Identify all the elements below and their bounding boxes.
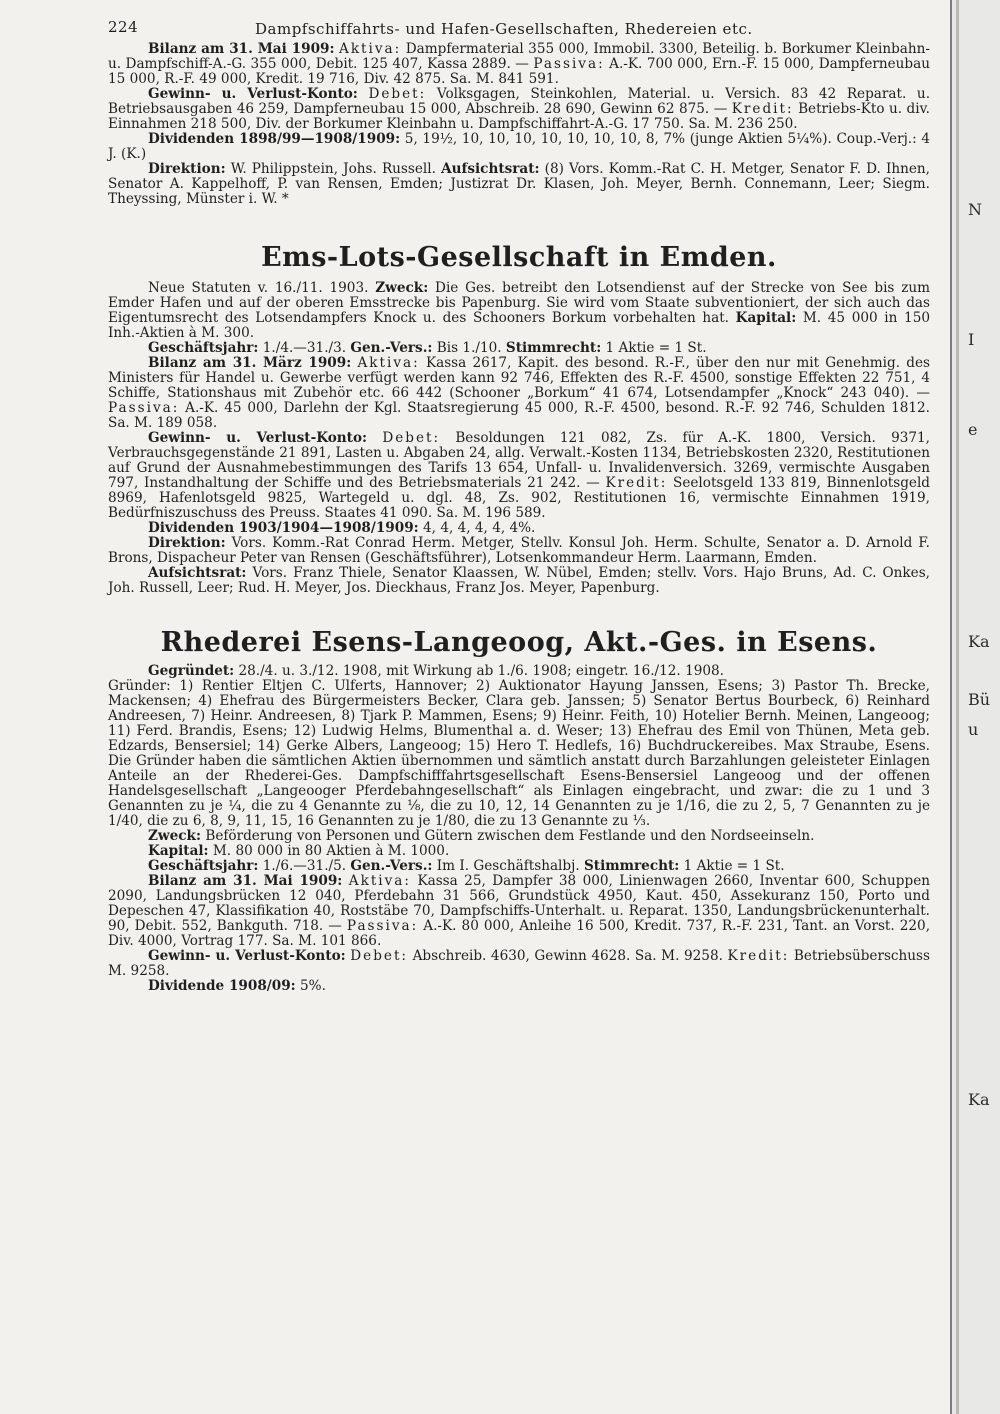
label: Bilanz am 31. März 1909:: [148, 355, 352, 371]
label: Passiva:: [108, 400, 180, 416]
text: Beförderung von Personen und Gütern zwischen dem Festlande und den Nordseeinseln.: [205, 828, 815, 844]
edge-text: N: [968, 200, 982, 219]
label: Gewinn- u. Verlust-Konto:: [148, 86, 358, 102]
edge-text: Ka: [968, 632, 990, 651]
top-bilanz: [108, 42, 930, 87]
label: Aktiva:: [357, 355, 420, 371]
ems-direktion: [108, 536, 930, 566]
label: Stimmrecht:: [505, 340, 602, 356]
text: Die Ges. betreibt den Lotsendienst auf der Strecke von See bis zum Emder Hafen und auf der oberen Emsstrecke bis Papenburg. Sie wird vom Staate subventioniert, der sich auch das Eigentumsrecht des Lotsendampfers Knock u. des Schooners Borkum vorbehalten hat.: [108, 280, 931, 326]
top-guv: [108, 87, 930, 132]
label: Gegründet:: [148, 663, 235, 679]
text: Seelotsgeld 133 819, Binnenlotsgeld 8969, Hafenlotsgeld 9825, Wartegeld u. dgl. 48, Zs. 902, Restitutionen 16, vermischte Einnahmen 1919, Bedürfniszuschuss des Preuss. Staates 41 090. Sa. M. 196 589.: [108, 475, 930, 521]
esens-gegruendet: [108, 664, 930, 679]
esens-kapital: [108, 844, 930, 859]
label: Gewinn- u. Verlust-Konto:: [148, 948, 346, 964]
text: Kassa 25, Dampfer 38 000, Linienwagen 2660, Inventar 600, Schuppen 2090, Landungsbrücken 12 040, Pferdebahn 31 566, Grundstück 4950, Kaut. 450, Assekuranz 150, Porto und Depeschen 47, Klassifikation 40, Roststäbe 70, Dampfschiffs-Unterhalt. u. Reparat. 1350, Landungsbrückenunterhalt. 90, Debit. 552, Bankguth. 718. —: [108, 873, 931, 934]
label: Bilanz am 31. Mai 1909:: [148, 873, 343, 889]
label: Aktiva:: [348, 873, 411, 889]
text: 1./4.—31./3.: [262, 340, 347, 356]
top-dividenden: [108, 132, 930, 162]
label: Aufsichtsrat:: [148, 565, 247, 581]
label: Gen.-Vers.:: [350, 858, 433, 874]
text: Volksgagen, Steinkohlen, Material. u. Versich. 83 42 Reparat. u. Betriebsausgaben 46 259, Dampferneubau 15 000, Abschreib. 28 690, Gewinn 62 875. —: [108, 86, 931, 117]
text: M. 45 000 in 150 Inh.-Aktien à M. 300.: [108, 310, 930, 341]
label: Stimmrecht:: [583, 858, 680, 874]
esens-bilanz: [108, 874, 930, 949]
text: Vors. Komm.-Rat Conrad Herm. Metger, Stellv. Konsul Joh. Herm. Schulte, Senator a. D. Arnold F. Brons, Dispacheur Peter van Rensen (Geschäftsführer), Lotsenkommandeur Herm. Laarmann, Emden.: [108, 535, 930, 566]
page-number: 224: [108, 18, 139, 36]
section-title-esens: Rhederei Esens-Langeoog, Akt.-Ges. in Esens.: [160, 627, 878, 658]
text: 1 Aktie = 1 St.: [605, 340, 707, 356]
text: Im I. Geschäftshalbj.: [436, 858, 580, 874]
text: M. 80 000 in 80 Aktien à M. 1000.: [212, 843, 450, 859]
edge-text: e: [968, 420, 978, 439]
edge-text: I: [968, 330, 975, 349]
page-content: [108, 10, 930, 994]
text: 5, 19½, 10, 10, 10, 10, 10, 10, 10, 8, 7% (junge Aktien 5¼%). Coup.-Verj.: 4 J. (K.): [108, 131, 930, 162]
label: Gen.-Vers.:: [350, 340, 433, 356]
label: Dividenden 1898/99—1908/1909:: [148, 131, 401, 147]
text: Kassa 2617, Kapit. des besond. R.-F., über den nur mit Genehmig. des Ministers für Handel u. Gewerbe verfügt werden kann 92 746, Effekten des R.-F. 4500, sonstige Effekten 22 751, 4 Schiffe, Stationshaus mit Zubehör etc. 66 442 (Schooner „Borkum“ 41 674, Lotsendampfer „Knock“ 243 040). —: [108, 355, 930, 401]
text: Abschreib. 4630, Gewinn 4628. Sa. M. 9258.: [412, 948, 723, 964]
text: (8) Vors. Komm.-Rat C. H. Metger, Senator F. D. Ihnen, Senator A. Kappelhoff, P. van Rensen, Emden; Justizrat Dr. Klasen, Joh. Meyer, Bernh. Connemann, Leer; Siegm. Theyssing, Münster i. W. *: [108, 161, 930, 207]
esens-dividende: [108, 979, 930, 994]
text: W. Philippstein, Johs. Russell.: [230, 161, 436, 177]
text: Vors. Franz Thiele, Senator Klaassen, W. Nübel, Emden; stellv. Vors. Hajo Bruns, Ad. C. Onkes, Joh. Russell, Leer; Rud. H. Meyer, Jos. Dieckhaus, Franz Jos. Meyer, Papenburg.: [108, 565, 930, 596]
text: Besoldungen 121 082, Zs. für A.-K. 1800, Versich. 9371, Verbrauchsgegenstände 21 891, Lasten u. Abgaben 24, allg. Verwalt.-Kosten 1134, Betriebskosten 2320, Restitutionen auf Grund der Ausnahmebestimmungen des Tarifs 13 654, Unfall- u. Invalidenversich. 3269, vermischte Ausgaben 797, Instandhaltung der Schiffe und des Betriebsmaterials 21 242. —: [108, 430, 930, 491]
label: Debet:: [382, 430, 441, 446]
ems-intro: [108, 281, 930, 341]
label: Direktion:: [148, 535, 226, 551]
section-title-ems: Ems-Lots-Gesellschaft in Emden.: [261, 242, 777, 273]
label: Aufsichtsrat:: [441, 161, 540, 177]
ems-section: [108, 281, 930, 596]
label: Debet:: [368, 86, 427, 102]
ems-guv: [108, 431, 930, 521]
label: Kredit:: [605, 475, 668, 491]
label: Passiva:: [533, 56, 605, 72]
label: Dividenden 1903/1904—1908/1909:: [148, 520, 419, 536]
esens-zweck: [108, 829, 930, 844]
text: 5%.: [300, 978, 326, 994]
label: Gewinn- u. Verlust-Konto:: [148, 430, 368, 446]
label: Kapital:: [735, 310, 797, 326]
label: Debet:: [350, 948, 408, 964]
text: 4, 4, 4, 4, 4, 4%.: [423, 520, 536, 536]
spacer: [108, 207, 930, 243]
label: Kapital:: [148, 843, 209, 859]
esens-guv: [108, 949, 930, 979]
label: Zweck:: [148, 828, 201, 844]
text: 28./4. u. 3./12. 1908, mit Wirkung ab 1./6. 1908; eingetr. 16./12. 1908.: [238, 663, 724, 679]
adjacent-page-edge: [950, 0, 1000, 1414]
ems-dividenden: [108, 521, 930, 536]
label: Passiva:: [346, 918, 419, 934]
label: Dividende 1908/09:: [148, 978, 296, 994]
text: 1 Aktie = 1 St.: [683, 858, 785, 874]
text: Betriebs-Kto u. div. Einnahmen 218 500, Div. der Borkumer Kleinbahn u. Dampfschiffahrt-A.-G. 17 750. Sa. M. 236 250.: [108, 101, 930, 132]
edge-text: Ka: [968, 1090, 990, 1109]
text: A.-K. 700 000, Ern.-F. 15 000, Dampferneubau 15 000, R.-F. 49 000, Kredit. 19 716, Div. 42 875. Sa. M. 841 591.: [108, 56, 930, 87]
label: Geschäftsjahr:: [148, 858, 259, 874]
ems-facts: [108, 341, 930, 356]
top-direktion: [108, 162, 930, 207]
running-head-title: Dampfschiffahrts- und Hafen-Gesellschaften, Rhedereien etc.: [255, 20, 753, 38]
esens-facts: [108, 859, 930, 874]
label: Kredit:: [727, 948, 790, 964]
text: Dampfermaterial 355 000, Immobil. 3300, Beteilig. b. Borkumer Kleinbahn- u. Dampfschiff-A.-G. 355 000, Debit. 125 407, Kassa 2889. —: [108, 41, 930, 72]
label: Bilanz am 31. Mai 1909:: [148, 41, 335, 57]
edge-text: Bü: [968, 690, 991, 709]
text: Neue Statuten v. 16./11. 1903.: [148, 280, 369, 296]
label: Direktion:: [148, 161, 226, 177]
edge-text: u: [968, 720, 979, 739]
text: Betriebsüberschuss M. 9258.: [108, 948, 930, 979]
text: A.-K. 80 000, Anleihe 16 500, Kredit. 737, R.-F. 231, Tant. an Vorst. 220, Div. 4000, Vortrag 177. Sa. M. 101 866.: [108, 918, 931, 949]
esens-gruender: Gründer: 1) Rentier Eltjen C. Ulferts, Hannover; 2) Auktionator Hayung Janssen, Esens; 3) Pastor Th. Brecke, Mackensen; 4) Ehefrau des Bürgermeisters Becker, Clara geb. Janssen; 5) Senator Bertus Bourbeck, 6) Reinhard Andreesen, 7) Heinr. Andreesen, 8) Tjark P. Mammen, Esens; 9) Heinr. Feith, 10) Hotelier Bernh. Meinen, Langeoog; 11) Ferd. Brandis, Esens; 12) Ludwig Helms, Blumenthal a. d. Weser; 13) Ehefrau des Emil von Thünen, Meta geb. Edzards, Bensersiel; 14) Gerke Albers, Langeoog; 15) Hero T. Hedlefs, 16) Buchdruckereibes. Max Straube, Esens. Die Gründer haben die sämtlichen Aktien übernommen und sämtlich anstatt durch Barzahlungen geleisteter Einlagen Anteile an der Rhederei-Ges. Dampfschifffahrtsgesellschaft Esens-Bensersiel Langeoog und der offenen Handelsgesellschaft „Langeooger Pferdebahngesellschaft“ als Einlagen eingebracht, und zwar: die zu 1 und 3 Genannten zu je ¼, die zu 4 Genannte zu ⅛, die zu 10, 12, 14 Genannten zu je 1/16, die zu 2, 5, 7 Genannten zu je 1/40, die zu 6, 8, 9, 11, 15, 16 Genannten zu je 1/80, die zu 13 Genannte zu ⅓.: [108, 678, 930, 829]
ems-bilanz: [108, 356, 930, 431]
top-section: [108, 42, 930, 207]
text: 1./6.—31./5.: [262, 858, 347, 874]
running-head: [108, 10, 930, 44]
label: Kredit:: [731, 101, 794, 117]
text: A.-K. 45 000, Darlehn der Kgl. Staatsregierung 45 000, R.-F. 4500, besond. R.-F. 92 746, Schulden 1812. Sa. M. 189 058.: [108, 400, 930, 431]
text: Bis 1./10.: [436, 340, 502, 356]
ems-aufsichtsrat: [108, 566, 930, 596]
label: Zweck:: [375, 280, 429, 296]
esens-section: [108, 664, 930, 994]
label: Geschäftsjahr:: [148, 340, 259, 356]
spacer: [108, 596, 930, 628]
label: Aktiva:: [339, 41, 402, 57]
